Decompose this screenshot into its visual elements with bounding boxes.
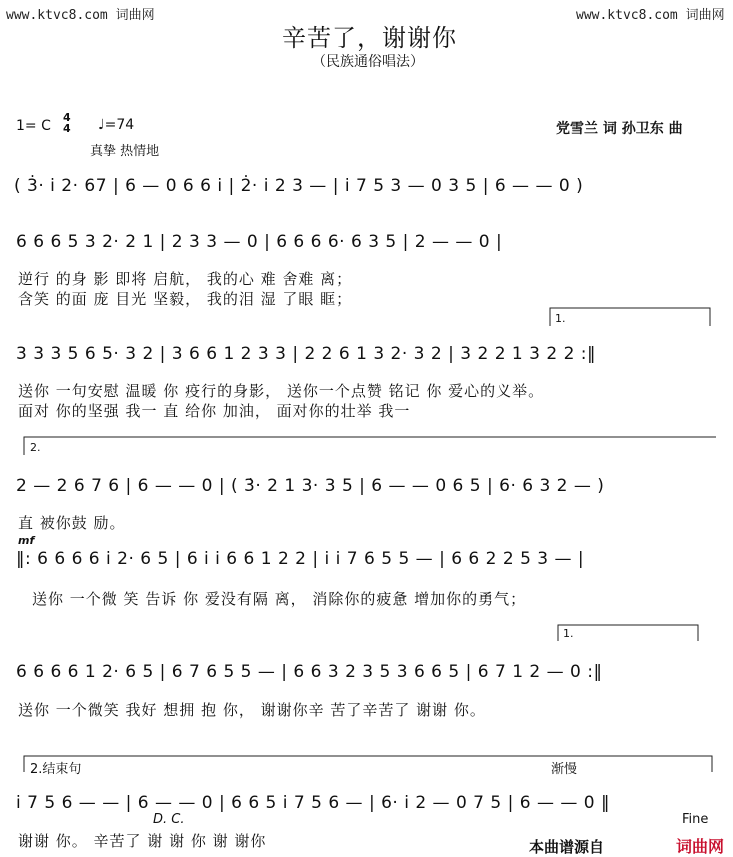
notation-row-1: ( 3̇· i 2· 67 | 6 — 0 6 6 i | 2̇· i 2 3 — | i 7 5 3 — 0 3 5 | 6 — — 0 ) <box>14 176 584 196</box>
volta-bracket-2 <box>24 437 716 455</box>
song-title: 辛苦了，谢谢你 <box>282 24 457 52</box>
fine-marking: Fine <box>682 812 709 827</box>
tempo-ritardando: 渐慢 <box>551 762 578 777</box>
notation-row-4: 2 — 2 6 7 6 | 6 — — 0 | ( 3̇· 2 1 3· 3 5 | 6 — — 0 6 5 | 6· 6 3 2 — ) <box>16 476 605 496</box>
volta-2-ending-label: 2.结束句 <box>30 762 82 777</box>
time-signature-bottom: 4 <box>63 122 71 135</box>
site-logo-badge: 词曲网 <box>676 837 725 856</box>
lyric-row-3-verse-1: 送你 一句安慰 温暖 你 疫行的身影， 送你一个点赞 铭记 你 爱心的义举。 <box>18 382 545 400</box>
notation-row-7: i 7 5 6 — — | 6 — — 0 | 6 6 5 i 7 5 6 — | 6· i 2 — 0 7 5 | 6 — — 0 ‖ <box>16 793 610 813</box>
expression-marking: 真挚 热情地 <box>90 144 160 159</box>
time-signature-top: 4 <box>63 111 71 124</box>
lyric-row-2-verse-1: 逆行 的身 影 即将 启航， 我的心 难 舍难 离； <box>18 270 353 288</box>
watermark-right: www.ktvc8.com 词曲网 <box>576 8 725 23</box>
notation-row-6: 6 6 6 6 1 2· 6 5 | 6 7 6 5 5 — | 6 6 3 2 3 5 3 6 6 5 | 6 7 1 2 — 0 :‖ <box>16 662 603 682</box>
lyric-row-3-verse-2: 面对 你的坚强 我一 直 给你 加油， 面对你的壮举 我一 <box>18 402 411 420</box>
lyric-row-5: 送你 一个微 笑 告诉 你 爱没有隔 离， 消除你的疲惫 增加你的勇气； <box>32 590 527 608</box>
key-signature: 1= C <box>16 118 51 134</box>
volta-1-label-chorus: 1. <box>563 627 574 640</box>
volta-1-label: 1. <box>555 312 566 325</box>
song-subtitle: （民族通俗唱法） <box>312 54 424 70</box>
lyric-row-4: 直 被你鼓 励。 <box>18 514 126 532</box>
volta-2-label: 2. <box>30 441 41 454</box>
tempo-marking: ♩=74 <box>98 117 135 133</box>
credits: 党雪兰 词 孙卫东 曲 <box>556 121 683 137</box>
notation-row-2: 6 6 6 5 3 2· 2 1 | 2 3 3 — 0 | 6 6 6 6· 6 3 5 | 2 — — 0 | <box>16 232 503 252</box>
volta-bracket-4 <box>24 756 712 772</box>
notation-row-5: ‖: 6 6 6 6 i 2· 6 5 | 6 i i 6 6 1 2 2 | i i 7 6 5 5 — | 6 6 2 2 5 3 — | <box>16 549 585 569</box>
lyric-row-7: 谢谢 你。 辛苦了 谢 谢 你 谢 谢你 <box>18 832 267 850</box>
volta-bracket-1 <box>550 308 710 326</box>
da-capo-marking: D. C. <box>153 812 185 827</box>
source-caption: 本曲谱源自 <box>529 838 605 856</box>
watermark-left: www.ktvc8.com 词曲网 <box>6 8 155 23</box>
volta-bracket-3 <box>558 625 698 641</box>
lyric-row-6: 送你 一个微笑 我好 想拥 抱 你， 谢谢你辛 苦了辛苦了 谢谢 你。 <box>18 701 486 719</box>
dynamic-mf: mf <box>18 534 35 547</box>
notation-row-3: 3 3 3 5 6 5· 3 2 | 3 6 6 1 2 3 3 | 2 2 6 1 3 2· 3 2 | 3 2 2 1 3 2 2 :‖ <box>16 344 597 364</box>
lyric-row-2-verse-2: 含笑 的面 庞 目光 坚毅， 我的泪 湿 了眼 眶； <box>18 290 353 308</box>
